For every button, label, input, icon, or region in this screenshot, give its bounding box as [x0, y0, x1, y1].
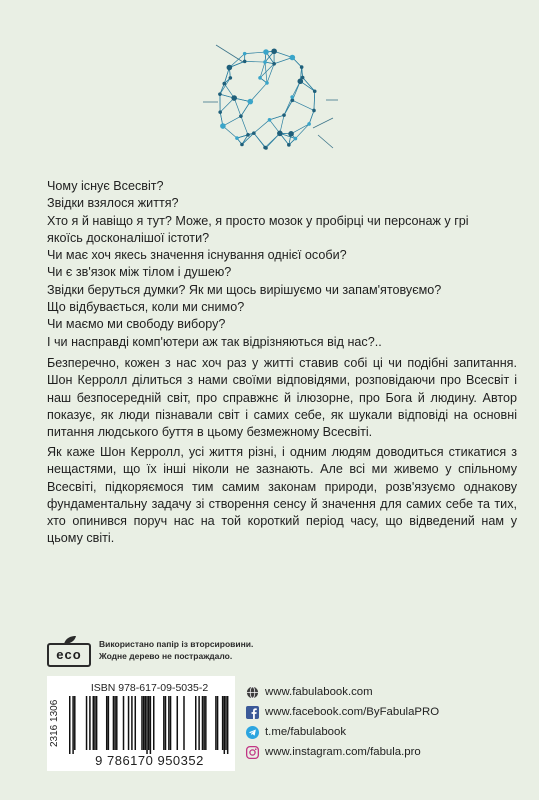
- globe-node: [265, 81, 269, 85]
- barcode-bar: [123, 696, 125, 750]
- eco-line-1: Використано папір із вторсировини.: [99, 639, 254, 649]
- eco-line-2: Жодне дерево не постраждало.: [99, 651, 233, 661]
- ean-number: 9 786170 950352: [95, 753, 204, 768]
- question-line: Чому існує Всесвіт?: [47, 179, 164, 193]
- globe-node: [218, 92, 222, 96]
- barcode-bar: [203, 696, 205, 750]
- barcode-bar: [131, 696, 133, 750]
- globe-node: [247, 99, 253, 105]
- barcode-bar: [94, 696, 96, 750]
- network-globe-illustration: [198, 40, 338, 160]
- globe-mesh-line: [245, 52, 266, 54]
- barcode-bar: [198, 696, 200, 750]
- globe-mesh-line: [254, 120, 270, 133]
- eco-logo: [47, 635, 91, 665]
- barcode-bar: [96, 696, 98, 750]
- globe-node: [290, 95, 294, 99]
- globe-node: [294, 137, 298, 141]
- globe-node: [229, 76, 233, 80]
- facebook-link[interactable]: [246, 702, 439, 722]
- questions-list: [47, 178, 507, 351]
- globe-node: [300, 65, 304, 69]
- globe-mesh-line: [250, 83, 267, 102]
- globe-node: [218, 110, 222, 114]
- barcode-bar: [113, 696, 115, 750]
- globe-mesh-line: [291, 124, 309, 134]
- barcode-bar: [183, 696, 185, 750]
- globe-mesh-line: [229, 54, 244, 68]
- barcode-bar: [153, 696, 155, 750]
- barcode-bar: [227, 696, 229, 754]
- globe-mesh-line: [234, 98, 241, 116]
- globe-icon: [246, 686, 259, 699]
- instagram-link[interactable]: [246, 742, 439, 762]
- barcode-bar: [145, 696, 147, 750]
- globe-node: [287, 143, 291, 147]
- description-paragraph-1: Безперечно, кожен з нас хоч раз у житті ставив собі ці чи подібні запитання. Шон Керролл ділиться з нами своїми відповідями, розповідаючи про Всесвіт і наш безпосередній світ, про справжнє й ілюзорне, про Бога й людину. Автор показує, як люди пізнавали світ і самих себе, як шукали відповіді на основні питання людського буття в цьому безмежному Всесвіті.: [47, 356, 517, 440]
- barcode-bar: [163, 696, 165, 750]
- barcode-vertical-code: 2316 1306: [49, 699, 60, 747]
- globe-node: [239, 114, 243, 118]
- instagram-icon: [246, 746, 259, 759]
- question-line: Чи має хоч якесь значення існування однієї особи?: [47, 248, 347, 263]
- globe-mesh-line: [267, 64, 274, 83]
- question-line: якоїсь досконалішої істоти?: [47, 230, 210, 245]
- facebook-icon: [246, 706, 259, 719]
- globe-node: [272, 62, 276, 66]
- facebook-link-text: www.facebook.com/ByFabulaPRO: [265, 706, 440, 718]
- barcode-bar: [222, 696, 224, 750]
- question-line: Звідки беруться думки? Як ми щось вирішуємо чи запам'ятовуємо?: [47, 282, 442, 297]
- globe-mesh-line: [241, 116, 248, 135]
- question-line: Звідки взялося життя?: [47, 196, 179, 211]
- globe-mesh-line: [245, 61, 265, 62]
- globe-node: [227, 65, 233, 71]
- website-link[interactable]: [246, 682, 439, 702]
- barcode-bar: [114, 696, 116, 750]
- globe-mesh-line: [309, 110, 314, 124]
- globe-node: [271, 48, 277, 54]
- barcode-bar: [225, 696, 227, 750]
- barcode-bar: [168, 696, 170, 750]
- globe-node: [235, 136, 239, 140]
- globe-node: [297, 78, 303, 84]
- globe-node: [246, 133, 250, 137]
- barcode-bar: [215, 696, 217, 750]
- barcode-bar: [74, 696, 76, 750]
- globe-mesh-line: [274, 51, 292, 57]
- globe-mesh-line: [223, 116, 241, 126]
- globe-node: [268, 118, 272, 122]
- globe-node: [243, 60, 247, 64]
- globe-node: [277, 131, 283, 137]
- barcode-bar: [69, 696, 71, 754]
- barcode-bar: [150, 696, 152, 754]
- barcode-bar: [148, 696, 150, 750]
- barcode-panel: [47, 676, 235, 771]
- question-line: Чи маємо ми свободу вибору?: [47, 317, 226, 332]
- question-line: Чи є зв'язок між тілом і душею?: [47, 265, 232, 280]
- globe-node: [263, 49, 269, 55]
- globe-mesh-line: [274, 58, 292, 64]
- question-line: Що відбувається, коли ми снимо?: [47, 300, 245, 315]
- globe-node: [258, 76, 262, 80]
- barcode-bar: [165, 696, 167, 750]
- website-link-text: www.fabulabook.com: [265, 686, 373, 698]
- globe-node: [263, 60, 267, 64]
- eco-notice: [47, 630, 253, 670]
- barcode-bar: [224, 696, 226, 754]
- barcode-bar: [128, 696, 130, 750]
- globe-node: [222, 82, 226, 86]
- globe-node: [252, 131, 256, 135]
- barcode-bar: [170, 696, 172, 750]
- barcode-bar: [93, 696, 95, 750]
- globe-mesh-line: [220, 98, 234, 112]
- barcode-bar: [72, 696, 74, 754]
- description-paragraph-2: Як каже Шон Керролл, усі життя різні, і одним людям доводиться стикатися з нещастями, що їх інші ніколи не зазнають. Але всі ми живемо у спільному Всесвіті, підкоряємося тим самим законам природи, розв'язуємо однакову фундаментальну задачу зі створення сенсу й значення для самих себе та тих, хто опинився поруч нас на той короткий період часу, що відведений нам у цьому світі.: [47, 445, 517, 546]
- globe-node: [291, 99, 295, 103]
- barcode-bar: [86, 696, 88, 750]
- question-line: Хто я й навіщо я тут? Може, я просто мозок у пробірці чи персонаж у грі: [47, 213, 469, 228]
- globe-node: [264, 146, 268, 150]
- globe-mesh-line: [314, 91, 315, 110]
- social-links: [246, 682, 439, 762]
- globe-node: [307, 122, 311, 126]
- telegram-icon: [246, 726, 259, 739]
- barcode-bar: [141, 696, 143, 750]
- barcode-bar: [135, 696, 137, 750]
- globe-mesh-line: [292, 100, 314, 110]
- barcode-bar: [195, 696, 197, 750]
- globe-mesh-line: [295, 124, 309, 139]
- barcode-bar: [205, 696, 207, 750]
- barcode-bar: [89, 696, 91, 750]
- instagram-link-text: www.instagram.com/fabula.pro: [265, 746, 421, 758]
- globe-node: [231, 95, 237, 101]
- globe-mesh-line: [269, 115, 284, 120]
- eco-logo-text: eco: [47, 643, 91, 667]
- barcode-bar: [146, 696, 148, 754]
- globe-node: [243, 52, 247, 56]
- globe-node: [288, 131, 294, 137]
- barcode-bars: [67, 696, 232, 754]
- isbn-label: ISBN 978-617-09-5035-2: [90, 682, 209, 694]
- telegram-link-text: t.me/fabulabook: [265, 726, 347, 738]
- globe-node: [240, 143, 244, 147]
- question-line: І чи насправді комп'ютери аж так відрізняються від нас?..: [47, 334, 382, 349]
- globe-mesh-line: [254, 133, 266, 148]
- barcode-bar: [106, 696, 108, 750]
- globe-node: [282, 113, 286, 117]
- globe-node: [313, 89, 317, 93]
- globe-node: [290, 55, 296, 61]
- globe-node: [220, 123, 226, 129]
- barcode-bar: [143, 696, 145, 750]
- telegram-link[interactable]: [246, 722, 439, 742]
- barcode-bar: [116, 696, 118, 750]
- barcode-bar: [177, 696, 179, 750]
- barcode-bar: [108, 696, 110, 750]
- globe-node: [312, 109, 316, 113]
- globe-mesh-line: [284, 100, 292, 115]
- globe-mesh-line: [266, 133, 280, 148]
- barcode-bar: [217, 696, 219, 750]
- barcode-bar: [202, 696, 204, 750]
